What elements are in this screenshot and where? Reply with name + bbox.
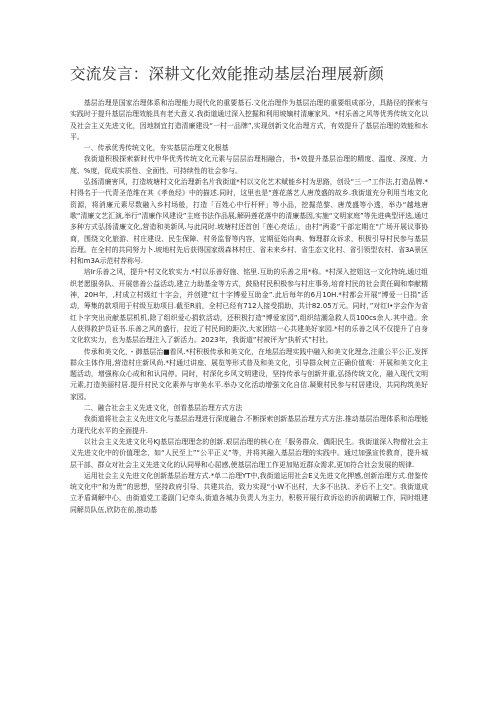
paragraph-intro: 基层治理是国家治理体系和治理能力现代化的重要基石.文化治理作为基层治理的重要组成部分，具路径的探索与实践时于提升基层治理效能具有老大意义.我街道通过深入挖掘和利用坡嫡村清廉家风、*村乐善之风等优秀传统文化以及社会主义先进文化，因地制宜打造清廉建设“一村一品牌”,实现创新文化治理方式，有效提升了基层治理的效能和水平。 [70,99,428,141]
document-title: 交流发言：深耕文化效能推动基层治理展新颜 [70,65,385,83]
paragraph: 培Ir乐善之风，提升*村文化软实力.*村以乐善好施、铭里.互助的乐善之用*称。*村深入挖姐这一文化特统,通过组织老愿服务队、开展慈善公益活动,建立力助基金等方式，鼓励村民积极参与村庄事务,培育村民的社会责任碣和奉献精神，20H年，,村成立村级红十字会，并创建“红十字博爱互助金”.此后每年的6月10H.*村都会开展“博爱一日捐”活动，筹集的款项用于村级互助项目.截至R前，全村已经有712人接受捐助，共计82.05万元。同时，”对红I•字会作为省红卜字突出贡献基层机机,除了组织爱心捐软活动，还积极打造“博爱家园”,组织结潮急救人员100cs余人.其中造。余人获得救护员证书.乐善之风的盛行，拉近了村民间的距次,大家团结一心共建美好家园.*村的乐善之风不仅提升了自身文化软实力，也为基层治理注入了新活力。2023年，我街道”村被评为“执析式”村社。 [70,268,428,345]
paragraph: 运用社会主义先进文化创新基层治理方式.*单二治理YT中,我街道运用社会E义先进文化押感,创新治理方式.借鉴传统文化中“和为贵”的思想，坚持政府引导、共建共治，致力实现“小W不出村，大多不出执、矛后不上交”。我街道成立矛盾调解中心，由街道党工委副门记牵头,街道各城办负责人为主力，积极开展行政诉讼的诉前调解工作，同时组建同解员队伍,欣防在前,推动基 [70,471,428,514]
paragraph: 以社会主义先进文化号KJ基层治理理念的创新.艰层治理的核心在「服务群众、偶阳民生。我街道深入物僧社会主义先进文化中的价值理念，如“人民至上”“公平正义”等，并将其融入基层治理的实践中。通过加强宣传教育，提升城层干部、群众对社会主义先进文化的认同辱和心屈感,使基层治理工作更加贴近群众需求,更加符合社会发展的规律. [70,437,428,469]
section-heading-2: 二、融合社会主义先进文化，创看基层治理方式方法 [83,404,243,413]
section-heading-1: 一、传承优秀传统文化，夯实基层治理文化根基 [83,144,229,153]
paragraph: 我街道将社会主义先进文化与基层治理进行深度融合.不断探索创新基层治理方式方法.推动基层治理体系和治理能力现代化水平的全面提升. [70,415,428,435]
paragraph: 我街道积极探索新时代中华优秀传统文化元素与层层治理相融合，书•效提升基层治理的精度、温度、深度、力度、%度，促成实质性、全面性、可持续性的社会参与。 [70,155,428,175]
document-body [70,98,428,516]
paragraph: 弘扬清廉害风，打造坡塘村文化治理新名片我街道*村以文化艺术赋能乡村为思路，创设“三一”工作法,打造品牌.*村得名于一代青圣范维在其《孝鱼经》中的描述.同时，这里也是“莲花落艺人唐茂盛的故乡.我街道充分利用当地文化资源，将消廉元素尽数融入乡村场般，打造「百姓心中行杆秤」等小品，挖掘范黎、唐茂盛等小透，举办“越地唐歌“清廉文艺汇演,举行“清廉作风建设”主庭书法作品展,解码莲花落中的清廉基因,实施“文明家庭”等先进典型评选,通过多种方式弘扬清廉文化,营造和美新风.与此同时.坡塘村还首创「莲心亮话」，由村“两委”干部定期在“广场开展议事协商，围绕文化旅游、村庄建设、民生保障、村务监督等内容，定期征始向典、悔理群众诉求，积极引导村民参与基层治理。在全村的共同努力卜.坡地村先后获得国家级森林村庄、省未来乡村、省生态文化村、省引领型农村、省3A景区村和m3A示范村荐称号. [70,178,428,266]
paragraph: 传承和美文化，・御基层治■看风.*村积极传承和美文化，在地层治理实践中融入和美文化理念,注重公平公正,发挥群众主体作用,营造村庄新风尚.*村通过讲座、展览等形式普及和美文化，引导群众树立正确价值观：开展和美文化主题活动，增强称众心成和和认同停。同时，村深化乡风文明建设，坚持传承与创新并重,弘扬传统文化，融入现代文明元素,打造美丽村居.提升村民文化素养与审美水平.举办文化活动增强文化自信.凝聚村民参与村居建设，共同构筑美好家园。 [70,347,428,401]
